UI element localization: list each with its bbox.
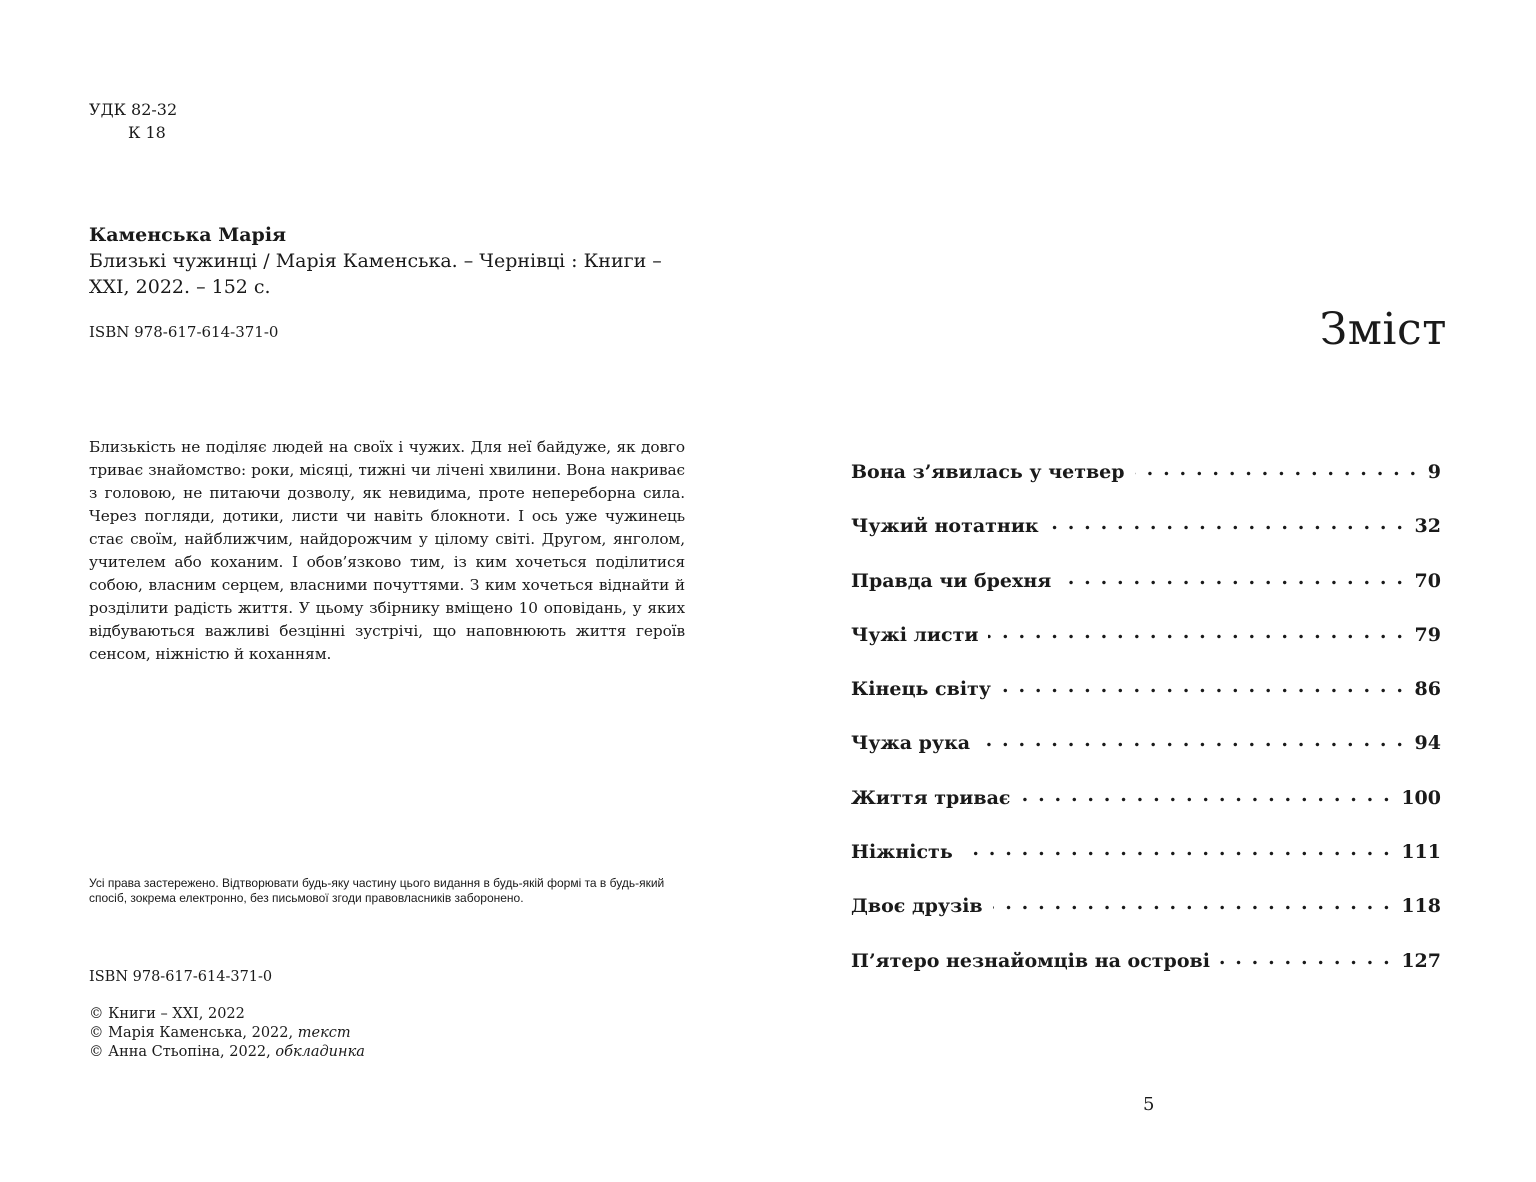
toc-entry-page: 118 — [1401, 895, 1441, 918]
leader-dots — [993, 892, 1392, 912]
toc-entry-title: Чужий нотатник — [851, 515, 1039, 538]
udk-code: УДК 82-32 — [89, 100, 178, 119]
toc-entry-page: 9 — [1427, 461, 1441, 483]
classification-codes — [89, 98, 177, 144]
toc-entry[interactable] — [851, 621, 1441, 675]
toc-entry-page: 79 — [1414, 623, 1441, 646]
toc-entry[interactable] — [851, 838, 1441, 892]
copyright-line — [89, 1005, 365, 1024]
isbn-bottom: ISBN 978-617-614-371-0 — [89, 969, 273, 985]
author-name: Каменська Марія — [89, 224, 287, 246]
bibliographic-record — [89, 222, 685, 300]
toc-entry-page: 100 — [1401, 786, 1441, 809]
leader-dots — [1049, 512, 1405, 532]
toc-entry-page: 111 — [1401, 841, 1441, 864]
copyright-list — [89, 1005, 365, 1062]
leader-dots — [1220, 947, 1391, 967]
copyright-line — [89, 1024, 365, 1043]
toc-entry[interactable] — [851, 458, 1441, 512]
toc-entry-title: Чужі листи — [851, 623, 979, 646]
page-number: 5 — [1143, 1094, 1155, 1115]
toc-entry-page: 32 — [1414, 515, 1441, 538]
toc-entry-title: Кінець світу — [851, 678, 991, 701]
toc-entry-page: 94 — [1414, 732, 1441, 755]
leader-dots — [1061, 567, 1404, 587]
table-of-contents — [851, 458, 1441, 1001]
author-mark: К 18 — [128, 123, 166, 142]
annotation: Близькість не поділяє людей на своїх і чужих. Для неї байдуже, як довго триває знайомство: роки, місяці, тижні чи лічені хвилини. Вона накриває з головою, не питаючи дозволу, як невидима, проте непереборна сила. Через погляди, дотики, листи чи навіть блокноти. І ось уже чужинець стає своїм, найближчим, найдорожчим у цілому світі. Другом, янголом, учителем або коханим. І обов’язково тим, із ким хочеться поділитися собою, власним серцем, власними почуттями. З ким хочеться віднайти й розділити радість життя. У цьому збірнику вміщено 10 оповідань, у яких відбуваються важливі безцінні зустрічі, що наповнюють життя героїв сенсом, ніжністю й коханням. — [89, 438, 685, 663]
toc-entry-page: 70 — [1414, 569, 1441, 592]
copyright-holder: © Анна Стьопіна, 2022, — [89, 1044, 276, 1060]
copyright-holder: © Книги – XXI, 2022 — [89, 1006, 245, 1022]
toc-entry-title: Чужа рука — [851, 732, 971, 755]
copyright-role: текст — [297, 1025, 351, 1041]
toc-entry[interactable] — [851, 892, 1441, 946]
copyright-line — [89, 1043, 365, 1062]
toc-entry[interactable] — [851, 675, 1441, 729]
leader-dots — [1135, 458, 1418, 478]
contents-title: Зміст — [1319, 304, 1447, 355]
leader-dots — [963, 838, 1392, 858]
isbn: ISBN 978-617-614-371-0 — [89, 323, 279, 341]
copyright-holder: © Марія Каменська, 2022, — [89, 1025, 298, 1041]
bibliographic-line: Близькі чужинці / Марія Каменська. – Чернівці : Книги – XXI, 2022. – 152 с. — [89, 250, 662, 298]
toc-entry-title: Двоє друзів — [851, 895, 983, 918]
toc-entry-title: Життя триває — [851, 786, 1011, 809]
leader-dots — [980, 729, 1404, 749]
toc-entry-page: 127 — [1401, 949, 1441, 972]
leader-dots — [1001, 675, 1405, 695]
copyright-role: обкладинка — [275, 1044, 365, 1060]
toc-entry[interactable] — [851, 512, 1441, 566]
toc-entry-title: Ніжність — [851, 841, 953, 864]
toc-entry-title: П’ятеро незнайомців на острові — [851, 949, 1210, 972]
toc-entry[interactable] — [851, 729, 1441, 783]
toc-entry-page: 86 — [1414, 678, 1441, 701]
toc-entry[interactable] — [851, 784, 1441, 838]
toc-entry-title: Вона з’явилась у четвер — [851, 461, 1125, 483]
leader-dots — [988, 621, 1404, 641]
toc-entry[interactable] — [851, 567, 1441, 621]
toc-entry[interactable] — [851, 947, 1441, 1001]
toc-entry-title: Правда чи брехня — [851, 569, 1052, 592]
rights-notice: Усі права застережено. Відтворювати будь-яку частину цього видання в будь-якій формі та в будь-який спосіб, зокрема електронно, без письмової згоди правовласників заборонено. — [89, 876, 665, 905]
leader-dots — [1020, 784, 1391, 804]
